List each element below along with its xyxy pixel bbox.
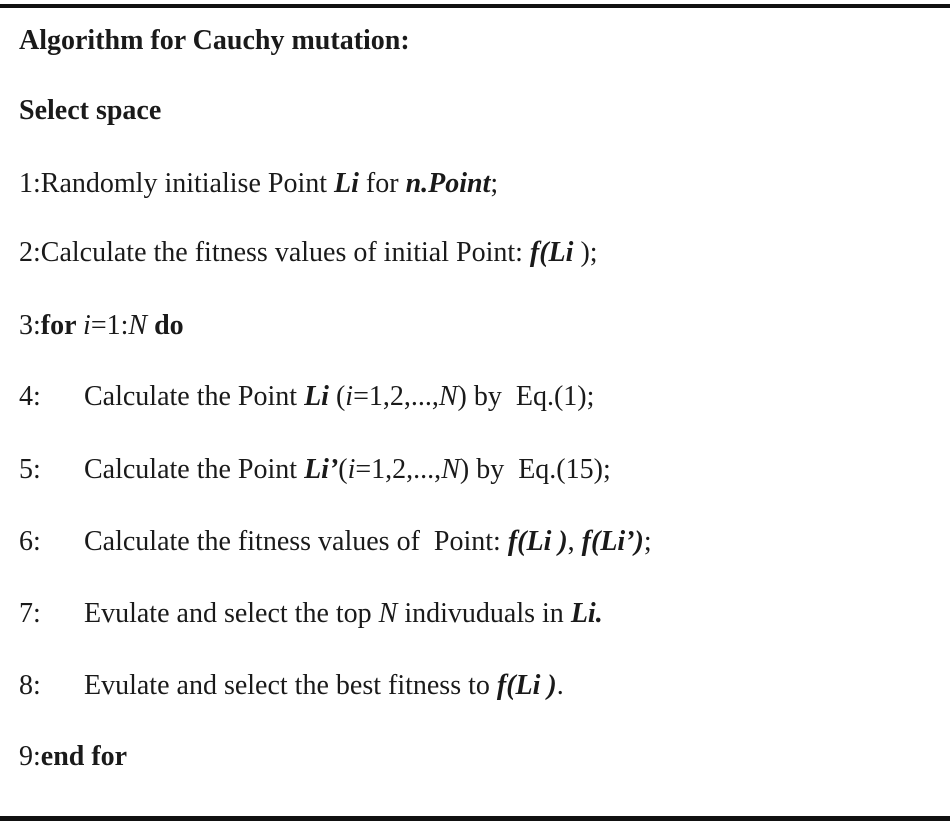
step-text: [41, 237, 598, 268]
step-text: [84, 380, 594, 414]
step-text-fragment: indivuduals in: [397, 598, 571, 629]
step-text-fragment: ) by Eq.(15);: [459, 454, 611, 485]
step-number: 6:: [19, 526, 41, 557]
step-text-fragment: f(Li’): [581, 526, 644, 557]
step-number: 9:: [19, 741, 41, 772]
step-text-fragment: Calculate the fitness values of Point:: [84, 526, 508, 557]
step-text-fragment: n.Point: [405, 168, 491, 199]
step-text-fragment: =1:: [90, 310, 129, 341]
step-number: 1:: [19, 168, 41, 199]
step-5: [19, 453, 611, 487]
algorithm-subtitle: Select space: [19, 95, 162, 126]
step-number: 2:: [19, 237, 41, 268]
step-text: [41, 741, 127, 772]
step-8: [19, 669, 564, 703]
step-text-fragment: ) by Eq.(1);: [457, 381, 595, 412]
step-text-fragment: i: [83, 310, 91, 341]
step-text-fragment: Li.: [570, 598, 603, 629]
step-text-fragment: Evulate and select the best fitness to: [84, 670, 497, 701]
step-text-fragment: =1,2,...,: [353, 381, 439, 412]
step-text-fragment: for: [40, 310, 84, 341]
step-text-fragment: (: [328, 381, 346, 412]
step-9: [19, 740, 127, 774]
step-text-fragment: ,: [567, 526, 582, 557]
bottom-rule: [0, 816, 950, 821]
step-text-fragment: .: [556, 670, 564, 701]
step-text-fragment: f(Li ): [507, 526, 568, 557]
step-text-fragment: end for: [40, 741, 128, 772]
step-text-fragment: ;: [490, 168, 499, 199]
step-number: 4:: [19, 381, 41, 412]
step-text-fragment: N: [438, 381, 458, 412]
algorithm-title: Algorithm for Cauchy mutation:: [19, 25, 410, 56]
step-text-fragment: Calculate the Point: [84, 454, 305, 485]
step-text-fragment: (: [338, 454, 348, 485]
step-text-fragment: i: [345, 381, 354, 412]
step-number: 5:: [19, 454, 41, 485]
step-text-fragment: i: [347, 454, 356, 485]
step-number: 7:: [19, 598, 41, 629]
step-text-fragment: Li: [304, 381, 329, 412]
step-text-fragment: Calculate the fitness values of initial Point:: [40, 237, 530, 268]
step-1: [19, 167, 498, 201]
step-text-fragment: );: [573, 237, 598, 268]
step-text-fragment: N: [378, 598, 398, 629]
step-text: [84, 669, 564, 703]
step-7: [19, 597, 603, 631]
step-3: [19, 309, 184, 343]
step-2: [19, 236, 598, 270]
step-text-fragment: do: [147, 310, 184, 341]
step-text-fragment: Evulate and select the top: [84, 598, 379, 629]
step-text: [84, 453, 611, 487]
step-number: 3:: [19, 310, 41, 341]
step-number: 8:: [19, 670, 41, 701]
step-text-fragment: Li: [334, 168, 359, 199]
step-text-fragment: f(Li: [529, 237, 574, 268]
step-6: [19, 525, 652, 559]
step-4: [19, 380, 595, 414]
step-text-fragment: for: [358, 168, 406, 199]
step-text-fragment: N: [441, 454, 460, 485]
step-text-fragment: Randomly initialise Point: [40, 168, 335, 199]
step-text-fragment: f(Li ): [496, 670, 557, 701]
step-text: [41, 310, 184, 341]
step-text: [41, 168, 498, 199]
step-text: [84, 525, 652, 559]
step-text: [84, 597, 603, 631]
step-text-fragment: Li’: [304, 454, 339, 485]
step-text-fragment: =1,2,...,: [355, 454, 442, 485]
step-text-fragment: Calculate the Point: [84, 381, 305, 412]
step-text-fragment: N: [128, 310, 148, 341]
step-text-fragment: ;: [643, 526, 652, 557]
